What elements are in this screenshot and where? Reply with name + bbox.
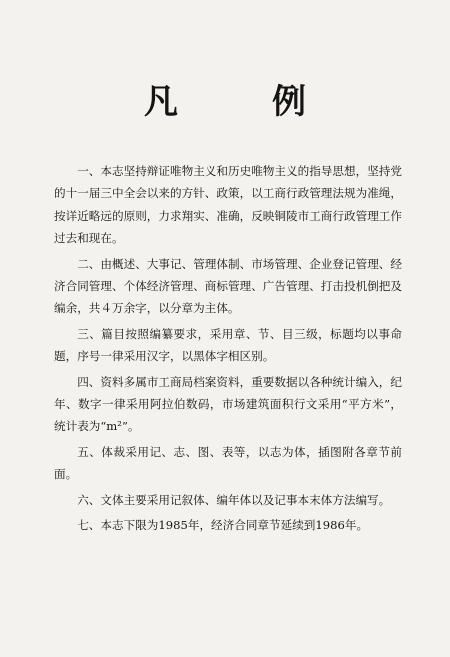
guideline-paragraph-6: 六、文体主要采用记叙体、编年体以及记事本末体方法编写。 (77, 492, 391, 507)
guideline-paragraph-7: 七、本志下限为1985年，经济合同章节延续到1986年。 (77, 518, 369, 533)
guideline-paragraph-1: 一、本志坚持辩证唯物主义和历史唯物主义的指导思想，坚持党的十一届三中全会以来的方针、政策，以工商行政管理法规为准绳，按详近略远的原则，力求翔实、准确，反映铜陵市工商行政管理工作过去和现在。 (54, 164, 402, 246)
guideline-paragraph-2: 二、由概述、大事记、管理体制、市场管理、企业登记管理、经济合同管理、个体经济管理、商标管理、广告管理、打击投机倒把及编余，共４万余字，以分章为主体。 (54, 256, 402, 316)
guidelines-body (54, 160, 402, 540)
guideline-paragraph-5: 五、体裁采用记、志、图、表等，以志为体，插图附各章节前面。 (54, 444, 402, 482)
page-title: 凡 例 (144, 82, 336, 122)
guideline-paragraph-4: 四、资料多属市工商局档案资料，重要数据以各种统计编入，纪年、数字一律采用阿拉伯数码，市场建筑面积行文采用“平方米”，统计表为“m²”。 (54, 374, 402, 434)
guideline-paragraph-3: 三、篇目按照编纂要求，采用章、节、目三级，标题均以事命题，序号一律采用汉字，以黑体字相区别。 (54, 326, 402, 364)
